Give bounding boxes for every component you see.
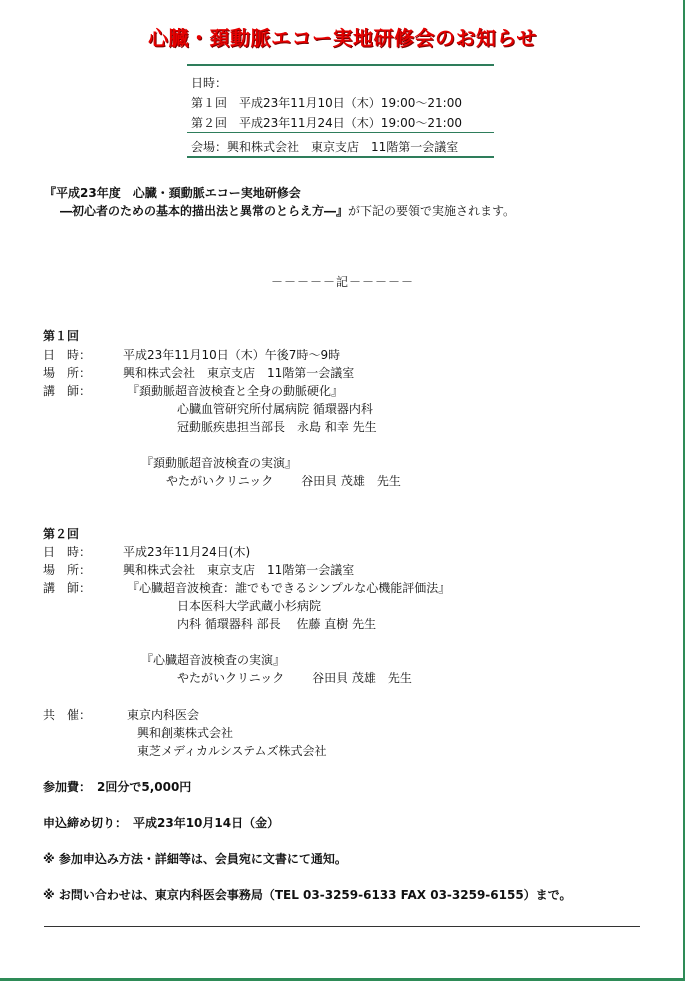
session-2-date-label: 日 時： (43, 545, 92, 559)
sponsor-item: 東芝メディカルシステムズ株式会社 (137, 744, 327, 758)
bottom-divider (44, 926, 640, 927)
session-1-heading: 第１回 (43, 329, 80, 343)
session-1-date-label: 日 時： (43, 348, 92, 362)
session-1-lecture-1-speaker: 冠動脈疾患担当部長 永島 和幸 先生 (177, 420, 377, 434)
intro-trailer: が下記の要領で実施されます。 (348, 204, 516, 218)
session-2-lecture-1-title: 『心臓超音波検査：誰でもできるシンプルな心機能評価法』 (127, 581, 451, 595)
session-2-lecture-2-speaker: やたがいクリニック 谷田貝 茂雄 先生 (177, 671, 412, 685)
session-2-lecture-2-title: 『心臓超音波検査の実演』 (141, 653, 286, 667)
session-2-heading: 第２回 (43, 527, 80, 541)
participation-fee: 参加費： 2回分で5,000円 (43, 780, 192, 794)
session-1-date-value: 平成23年11月10日（木）午後7時～9時 (123, 348, 341, 362)
session-2-lecturer-label: 講 師： (43, 581, 92, 595)
session-2-place-label: 場 所： (43, 563, 92, 577)
session-2-place-value: 興和株式会社 東京支店 11階第一会議室 (123, 563, 355, 577)
note-application-method: ※ 参加申込み方法・詳細等は、会員宛に文書にて通知。 (43, 852, 347, 866)
session-1-lecture-1-affiliation: 心臓血管研究所付属病院 循環器内科 (177, 402, 373, 416)
page-title: 心臓・頚動脈エコー実地研修会のお知らせ (148, 26, 537, 50)
session-2-date-value: 平成23年11月24日(木) (123, 545, 251, 559)
session-2-lecture-1-speaker: 内科 循環器科 部長 佐藤 直樹 先生 (177, 617, 377, 631)
schedule-label: 日時： (191, 76, 228, 90)
schedule-venue: 会場：興和株式会社 東京支店 11階第一会議室 (191, 140, 459, 154)
schedule-session-2: 第２回 平成23年11月24日（木）19:00～21:00 (191, 116, 462, 130)
intro-subtitle: ―初心者のための基本的描出法と異常のとらえ方―』 (60, 204, 349, 218)
schedule-divider (187, 132, 494, 133)
sponsor-item: 東京内科医会 (127, 708, 200, 722)
intro-line-2 (60, 202, 515, 219)
sponsor-item: 興和創薬株式会社 (137, 726, 234, 740)
session-1-lecturer-label: 講 師： (43, 384, 92, 398)
schedule-box (187, 64, 494, 158)
sponsors-label: 共 催： (43, 708, 92, 722)
session-1-lecture-1-title: 『頚動脈超音波検査と全身の動脈硬化』 (127, 384, 344, 398)
intro-line-1: 『平成23年度 心臓・頚動脈エコー実地研修会 (44, 186, 301, 200)
note-contact-info: ※ お問い合わせは、東京内科医会事務局（TEL 03-3259-6133 FAX 03-3259-6155）まで。 (43, 888, 572, 902)
session-1-lecture-2-title: 『頚動脈超音波検査の実演』 (141, 456, 298, 470)
session-1-lecture-2-speaker: やたがいクリニック 谷田貝 茂雄 先生 (166, 474, 401, 488)
session-1-place-value: 興和株式会社 東京支店 11階第一会議室 (123, 366, 355, 380)
application-deadline: 申込締め切り： 平成23年10月14日（金） (43, 816, 280, 830)
session-1-place-label: 場 所： (43, 366, 92, 380)
schedule-session-1: 第１回 平成23年11月10日（木）19:00～21:00 (191, 96, 462, 110)
session-2-lecture-1-affiliation: 日本医科大学武蔵小杉病院 (177, 599, 322, 613)
ki-separator: －－－－－記－－－－－ (270, 275, 414, 289)
